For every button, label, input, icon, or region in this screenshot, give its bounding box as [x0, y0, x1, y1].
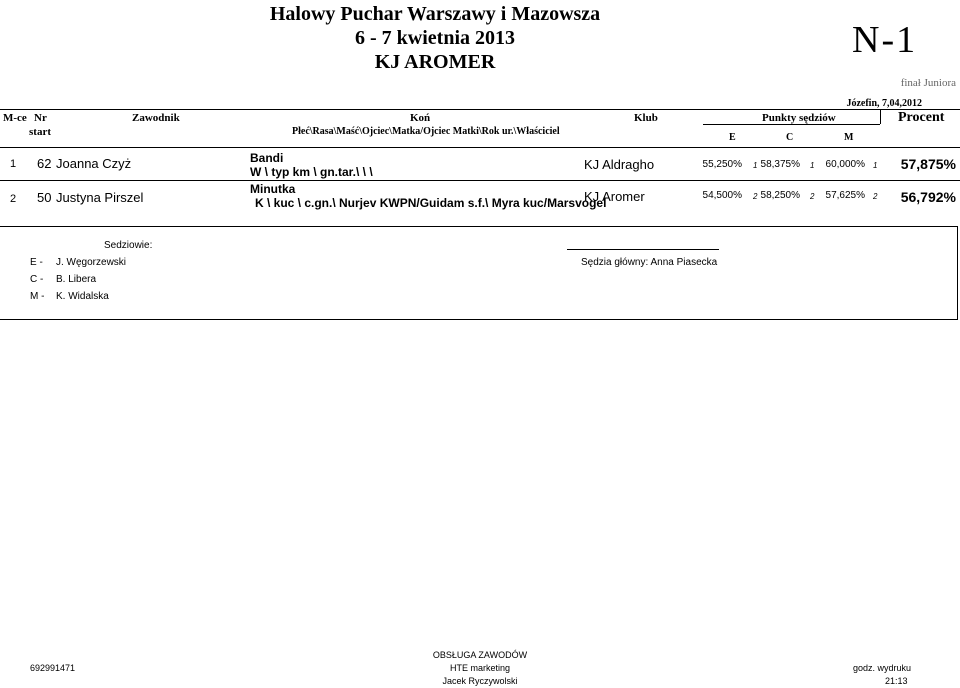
header-horse: Koń [410, 112, 431, 124]
row-place: 2 [10, 193, 17, 205]
row-horse-name: Minutka [250, 182, 296, 196]
footer-print-label: godz. wydruku [853, 663, 912, 673]
header-judges: Punkty sędziów [762, 112, 836, 124]
table-top-border [0, 109, 960, 110]
row-percent: 56,792% [900, 189, 956, 205]
row-horse-details: W \ typ km \ gn.tar.\ \ \ [250, 165, 373, 179]
row-score-e: 54,500% [702, 190, 742, 201]
judge-e-name: J. Węgorzewski [56, 257, 127, 268]
row-rank-m: 2 [873, 192, 878, 201]
header-rider: Zawodnik [132, 112, 180, 124]
row-nr: 62 [37, 156, 52, 171]
footer-print-time: 21:13 [885, 676, 908, 686]
row-percent: 57,875% [900, 156, 956, 172]
header-bottom-border [0, 147, 960, 148]
footer-person: Jacek Ryczywolski [442, 676, 518, 686]
header-club: Klub [634, 112, 658, 124]
event-dates: 6 - 7 kwietnia 2013 [355, 27, 515, 49]
class-name: finał Juniora [900, 77, 956, 89]
judge-c-key: C - [30, 274, 44, 285]
footer-company: HTE marketing [449, 663, 511, 673]
chief-judge: Sędzia główny: Anna Piasecka [581, 257, 718, 268]
row-score-e: 55,250% [702, 159, 742, 170]
row-horse-name: Bandi [250, 151, 284, 165]
row-club: KJ Aromer [584, 189, 645, 204]
judges-label: Sedziowie: [104, 240, 153, 251]
row-rider: Joanna Czyż [56, 156, 132, 171]
row-rank-c: 1 [810, 161, 815, 170]
location-date: Józefin, 7,04,2012 [846, 98, 922, 109]
signature-line [567, 249, 719, 250]
row-rank-c: 2 [810, 192, 815, 201]
row-rank-m: 1 [873, 161, 878, 170]
row-place: 1 [10, 158, 17, 170]
row-rank-e: 1 [753, 161, 758, 170]
header-percent: Procent [898, 110, 945, 125]
judge-c-name: B. Libera [56, 274, 97, 285]
class-code: N-1 [852, 19, 918, 61]
percent-divider [880, 109, 881, 124]
header-nr: Nr [34, 112, 47, 124]
row-score-m: 60,000% [825, 159, 865, 170]
judge-m-name: K. Widalska [56, 291, 109, 302]
row-rank-e: 2 [753, 192, 758, 201]
judges-divider [703, 124, 880, 125]
header-start: start [29, 126, 51, 138]
footer-service: OBSŁUGA ZAWODÓW [432, 650, 528, 660]
event-title: Halowy Puchar Warszawy i Mazowsza [269, 3, 601, 25]
row-horse-details: K \ kuc \ c.gn.\ Nurjev KWPN/Guidam s.f.\ Myra kuc/Marsvogel [255, 196, 607, 210]
judge-e-key: E - [30, 257, 43, 268]
header-judge-c: C [786, 132, 794, 143]
event-organizer: KJ AROMER [374, 51, 496, 73]
row-score-c: 58,250% [760, 190, 800, 201]
header-place: M-ce [3, 112, 27, 124]
footer-phone: 692991471 [30, 663, 76, 673]
header-horse-details: Płeć\Rasa\Maść\Ojciec\Matka/Ojciec Matki\Rok ur.\Właściciel [292, 126, 560, 137]
row-score-c: 58,375% [760, 159, 800, 170]
row-divider [0, 180, 960, 181]
row-club: KJ Aldragho [584, 157, 655, 172]
row-rider: Justyna Pirszel [56, 190, 144, 205]
row-nr: 50 [37, 190, 52, 205]
judge-m-key: M - [30, 291, 45, 302]
row-score-m: 57,625% [825, 190, 865, 201]
header-judge-e: E [729, 132, 736, 143]
header-judge-m: M [844, 132, 854, 143]
